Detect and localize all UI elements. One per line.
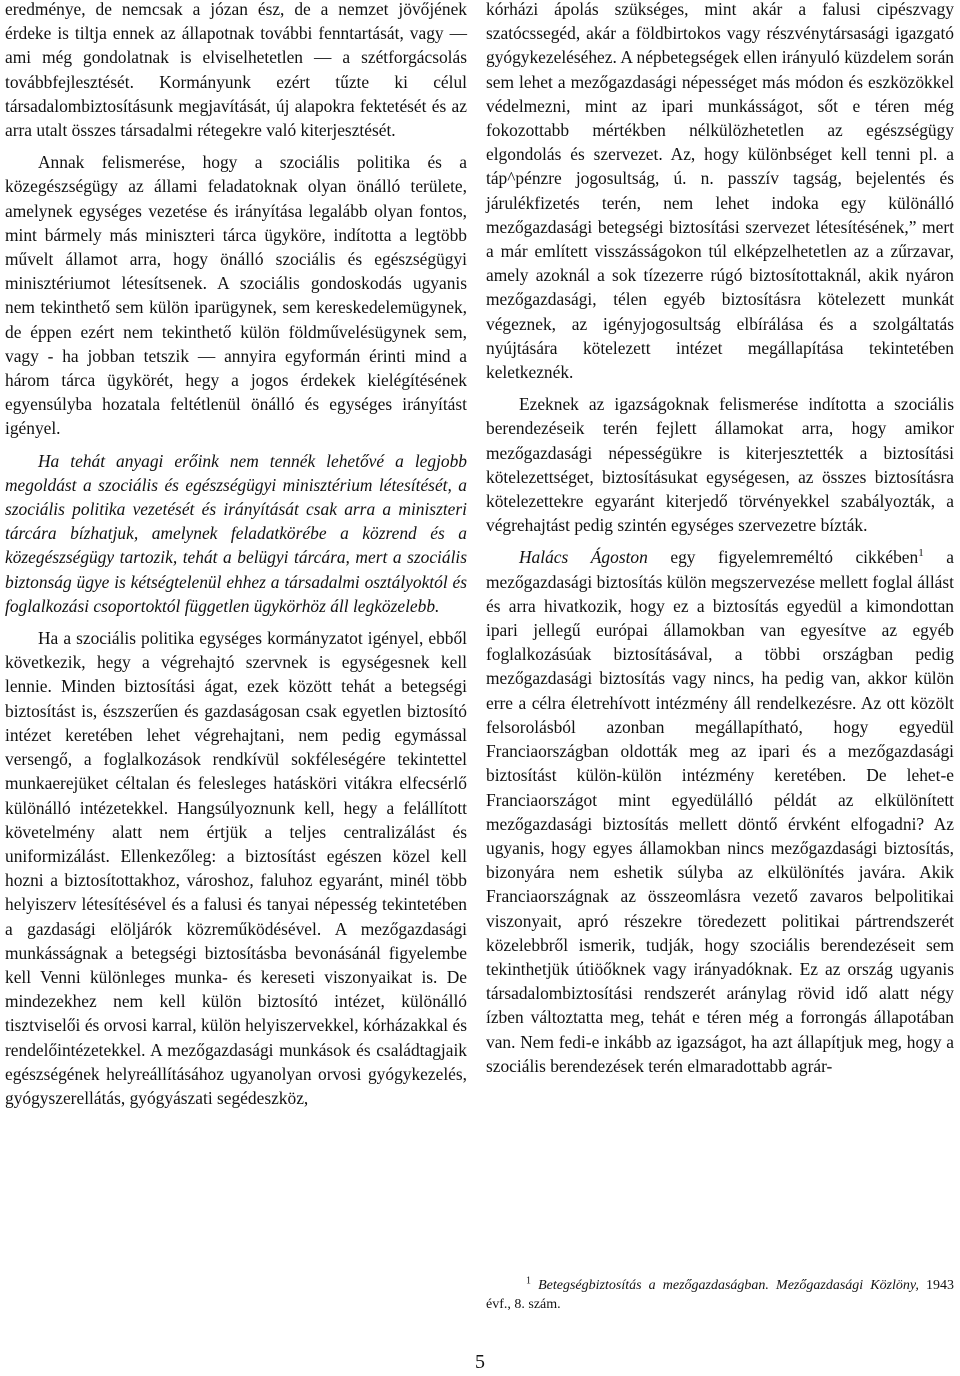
paragraph: kórházi ápolás szükséges, mint akár a falusi cipészvagy szatócssegéd, akár a földbirtokos vagy részvénytársasági igazgató gyógykezeléséhez. A népbetegségek ellen irányuló küzdelem során sem lehet a mezőgazdasági népességet más módon és eszközökkel védelmezni, mint az ipari munkásságot, sőt e téren még fokozottabb mértékben nélkülözhetetlen az egészségügy elgondolás és szervezet. Az, hogy különbséget kell tenni pl. a táp^pénzre jogosultság, ú. n. passzív tagság, bejelentés és járulékfizetés terén, nem lehet indoka egy különálló mezőgazdasági betegségi biztosítási szervezet létesítésének,” mert a már említett visszásságokon túl elképzelhetetlen az a zűrzavar, amely azoknál a sok tízezerre rúgó biztosítottaknál, akik nyáron mezőgazdasági, télen egyéb biztosításra kötelezett munkát végeznek, az igényjogosultság elbírálása és a szolgáltatás nyújtására kötelezett intézet megállapítása tekintetében keletkeznék. [486,0,954,383]
footnote-mark: 1 [526,1275,531,1287]
paragraph: eredménye, de nemcsak a józan ész, de a nemzet jövőjének érdeke is tiltja ennek az állapotnak további fenntartását, vagy — ami még gondolatnak is elviselhetetlen — a szétforgácsolás továbbfejlesztését. Kormányunk ezért tűzte ki célul társadalombiztosításunk megjavítását, új alapokra fektetését és az arra utalt összes társadalmi rétegekre való kiterjesztését. [5,0,467,141]
right-text-column [486,0,954,1086]
paragraph-text: egy figyelemreméltó cikkében [670,547,919,568]
paragraph: Ha a szociális politika egységes kormányzatot igényel, ebből következik, hegy a végrehajtó szervnek is egységesnek kell lennie. Minden biztosítási ágat, ezek között tehát a betegségi biztosítást is, észszerűen és gazdaságosan csak egyetlen biztosító intézet keretében lehet végrehajtani, nem pedig egymással versengő, a foglalkozások rendkívül sokféleségére tekintettel munkaerejüket céltalan és felesleges hatásköri vitákra elfecsérlő különálló intézetekkel. Hangsúlyoznunk kell, hegy a felállított követelmény alatt nem értjük a teljes centralizálást és uniformizálást. Ellenkezőleg: a biztosítást egészen közel kell hozni a biztosítottakhoz, városhoz, faluhoz egyaránt, minél több helyiszerv létesítésével és a falusi és tanyai népesség tekintetében a gazdasági elöljárók közreműködésével. A mezőgazdasági munkásságnak a betegségi biztosításba bevonásánál figyelembe kell Venni különleges munka- és kereseti viszonyaikat is. De mindezekhez nem kell külön biztosító intézet, különálló tisztviselői és orvosi karral, külön helyiszervekkel, kórházakkal és rendelőintézetekkel. A mezőgazdasági munkások és családtagjaik egészségének helyreállításához ugyanolyan orvosi gyógykezelés, gyógyszerellátás, gyógyászati segédeszköz, [5,628,467,1108]
footnote-reference[interactable]: 1 [918,547,924,560]
paragraph: Ezeknek az igazságoknak felismerése indította a szociális berendezéseik terén fejlett államokat arra, hogy amikor mezőgazdasági népességükre is kiterjesztették a biztosítási kötelezettséget, biztosításukat egységesen, az összes biztosításra kötelezettekre egyaránt kiterjedő törvényekkel szabályozták, a végrehajtást pedig szintén egységes szervezetre bízták. [486,394,954,536]
left-text-column [5,0,467,1118]
paragraph: Annak felismerése, hogy a szociális politika és a közegészségügy az állami feladatoknak olyan önálló területe, amelynek egységes vezetése és irányítása legalább olyan fontos, mint bármely más miniszteri tárca ügyköre, indította a legtöbb művelt államot arra, hogy önálló szociális és egészségügyi minisztériumot létesítsenek. A szociális gondoskodás ugyanis nem tekinthető sem külön iparügynek, sem kereskedelemügynek, de éppen ezért nem tekinthető külön földművelésügynek sem, vagy - ha jobban tetszik — annyira egyformán érinti mind a három tárca ügykörét, hegy a jogos érdekek kielégítésének egyensúlyba hozatala feltétlenül önálló és egységes irányítást igényel. [5,152,467,439]
paragraph-text: a mezőgazdasági biztosítás külön megszervezése mellett foglal állást és arra hivatkozik, hogy ez a biztosítás egyedül a kimondottan ipari jellegű európai államokban van egyesítve az egyéb foglalkozásúak biztosításával, a többi országban pedig mezőgazdasági biztosítás vagy nincs, ha pedig van, akkor külön erre a célra életrehívott intézmény áll rendelkezésre. Az ott közölt felsorolásból azonban megállapítható, hogy egyedül Franciaországban oldották meg az ipari és a mezőgazdasági biztosítást külön-külön intézmény keretében. De lehet-e Franciaországot mint egyedülálló példát az elkülönített mezőgazdasági biztosítás mellett döntő érvként elfogadni? Az ugyanis, hogy egyes államokban nincs mezőgazdasági biztosítás, bizonyára nem eshetik súlyba az elkülönítés javára. Akik Franciaországnak az összeomlásra vezető zavaros belpolitikai viszonyait, apró részekre töredezett politikai pártrendszerét közelebbről ismerik, tudják, hogy szociális berendezéseit sem tekinthetjük útiöőknek vagy irányadóknak. Ez az ország ugyanis társadalombiztosítási rendszerét aránylag rövid idő alatt négy ízben változtatta meg, tehát e téren még a forrongás állapotában van. Nem fedi-e inkább az igazságot, ha azt állapítjuk meg, hogy a szociális berendezések terén elmaradottabb agrár- [486,547,955,1076]
paragraph [486,545,954,1077]
author-name: Halács Ágoston [519,547,648,568]
page-number: 5 [475,1351,485,1373]
footnote [486,1276,954,1314]
footnote-details: 1943 évf., 8. szám. [486,1278,954,1312]
footnote-title: Betegségbiztosítás a mezőgazdaságban. Mezőgazdasági Közlöny, [538,1278,919,1293]
paragraph-italic: Ha tehát anyagi erőink nem tennék lehetővé a legjobb megoldást a szociális és egészségügyi minisztérium létesítését, a szociális politika vezetését és irányítását csak arra a miniszteri tárcára bízhatjuk, amelynek feladatkörébe a közrend és a közegészségügy tartozik, tehát a belügyi tárcára, mert a szociális biztonság ügye is kétségtelenül ehhez a társadalmi osztályoktól és foglalkozási csoportoktól független ügykörhöz áll legközelebb. [5,450,467,616]
